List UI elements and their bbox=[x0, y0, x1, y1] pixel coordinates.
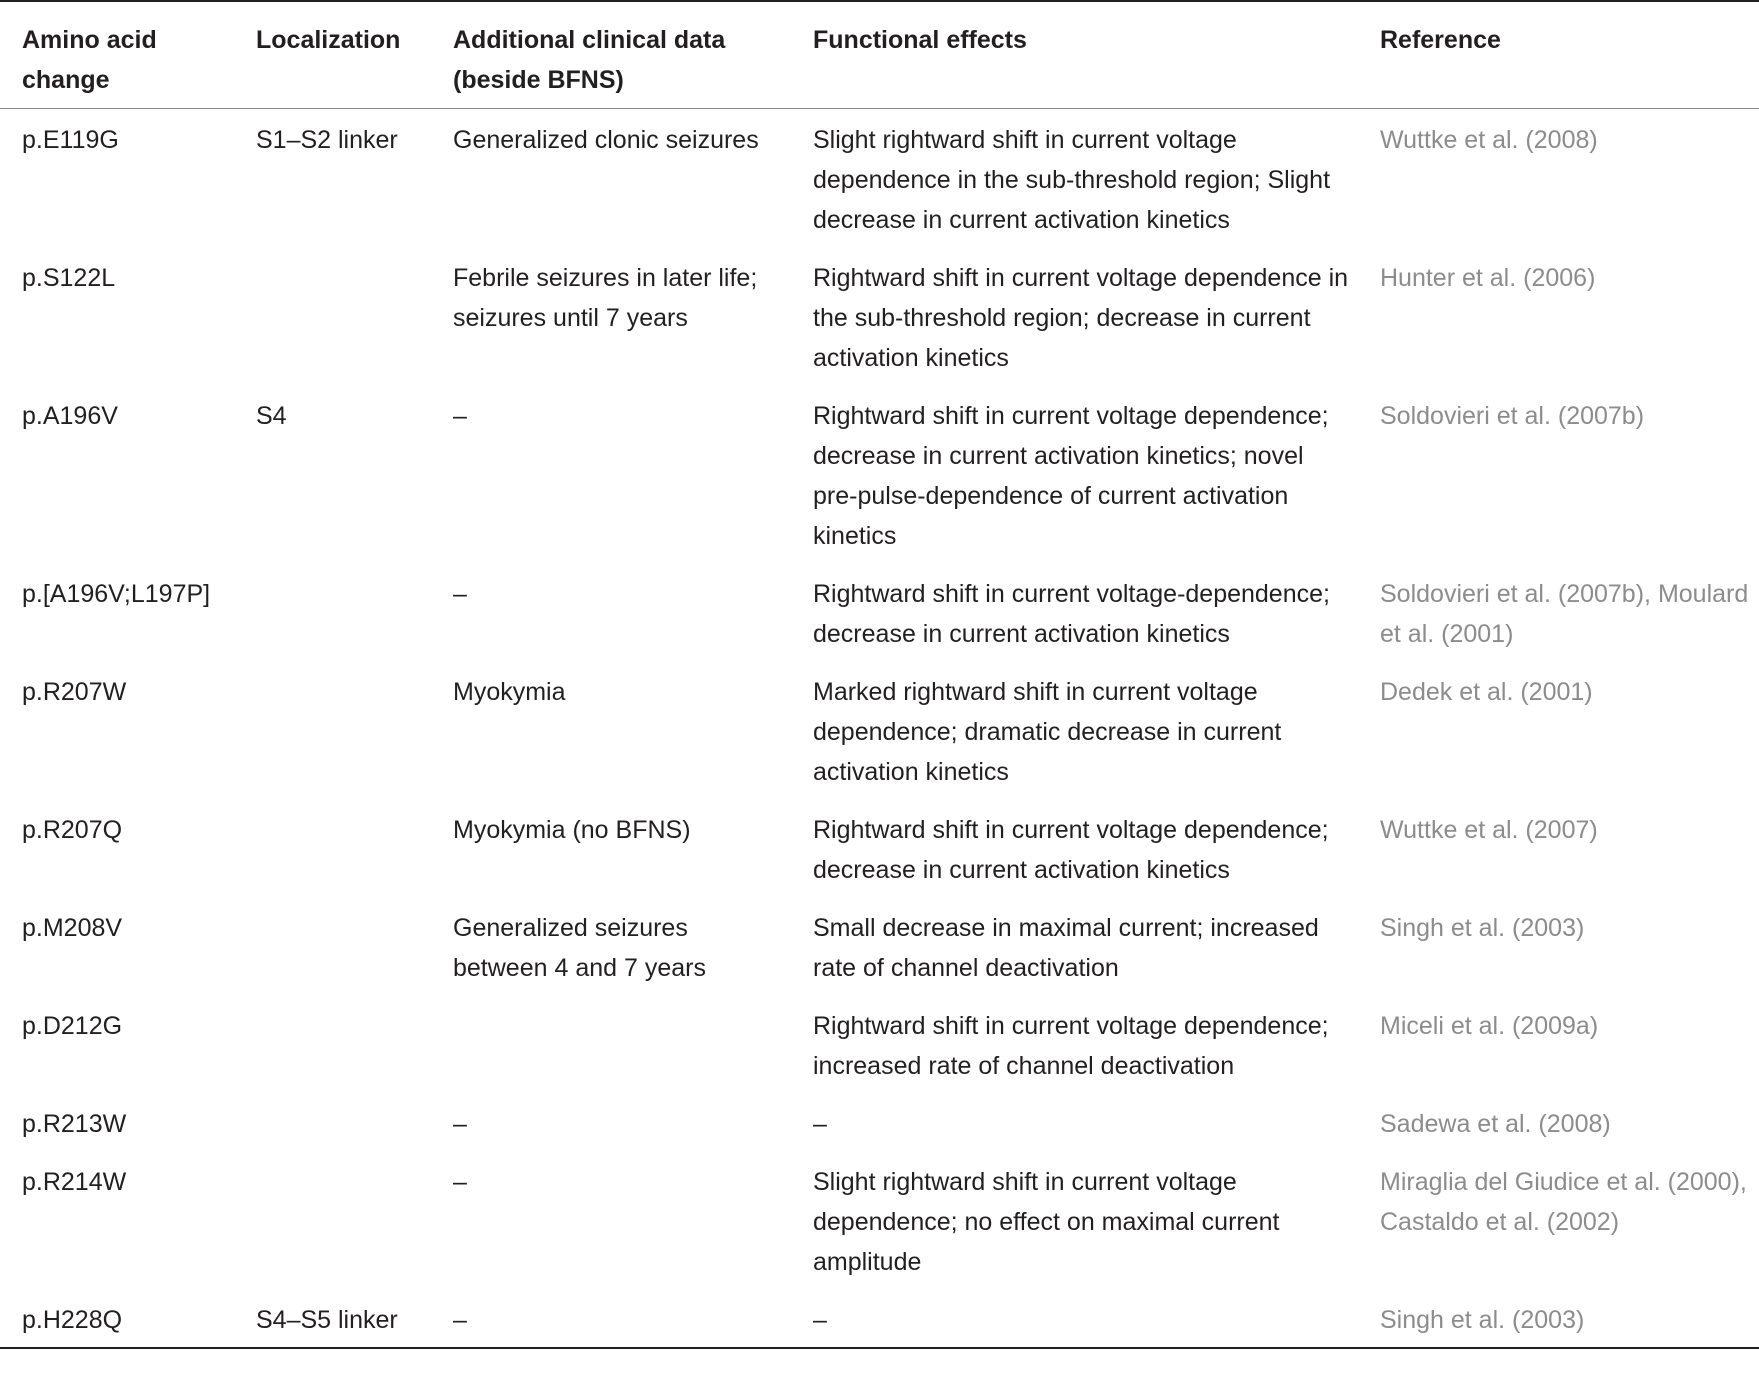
table-body bbox=[0, 109, 1759, 1348]
reference-link[interactable]: Moulard et al. (2001) bbox=[1380, 580, 1749, 648]
cell-amino-acid-change: p.R214W bbox=[22, 1168, 127, 1196]
cell-reference bbox=[1358, 997, 1759, 1095]
cell-localization bbox=[234, 801, 431, 899]
cell-amino-acid-change: p.D212G bbox=[22, 1012, 123, 1040]
cell-clinical-data: Febrile seizures in later life; seizures until 7 years bbox=[453, 264, 758, 332]
header-localization: Localization bbox=[234, 2, 431, 109]
cell-amino-acid-change: p.R213W bbox=[22, 1110, 127, 1138]
cell-amino-acid-change: p.[A196V;L197P] bbox=[22, 580, 211, 608]
cell-clinical-data: – bbox=[453, 402, 467, 430]
cell-clinical-data: Generalized seizures between 4 and 7 years bbox=[453, 914, 706, 982]
reference-link[interactable]: Castaldo et al. (2002) bbox=[1380, 1208, 1620, 1236]
reference-link[interactable]: Singh et al. (2003) bbox=[1380, 1306, 1585, 1334]
cell-reference bbox=[1358, 109, 1759, 250]
cell-functional-effects: – bbox=[813, 1110, 827, 1138]
cell-reference bbox=[1358, 1153, 1759, 1291]
reference-link[interactable]: Sadewa et al. (2008) bbox=[1380, 1110, 1611, 1138]
cell-functional-effects: Rightward shift in current voltage dependence; increased rate of channel deactivation bbox=[813, 1012, 1329, 1080]
table-row bbox=[0, 1095, 1759, 1153]
cell-reference bbox=[1358, 249, 1759, 387]
cell-reference bbox=[1358, 1291, 1759, 1347]
table-row bbox=[0, 1153, 1759, 1291]
cell-functional-effects: – bbox=[813, 1306, 827, 1334]
cell-amino-acid-change: p.R207W bbox=[22, 678, 127, 706]
cell-amino-acid-change: p.M208V bbox=[22, 914, 123, 942]
header-clinical-data: Additional clinical data (beside BFNS) bbox=[431, 2, 791, 109]
cell-amino-acid-change: p.S122L bbox=[22, 264, 116, 292]
table-row bbox=[0, 1291, 1759, 1347]
header-row bbox=[0, 2, 1759, 109]
table-row bbox=[0, 663, 1759, 801]
cell-reference bbox=[1358, 801, 1759, 899]
reference-link[interactable]: Dedek et al. (2001) bbox=[1380, 678, 1593, 706]
cell-reference bbox=[1358, 1095, 1759, 1153]
cell-functional-effects: Rightward shift in current voltage-dependence; decrease in current activation kinetics bbox=[813, 580, 1330, 648]
cell-localization bbox=[234, 1153, 431, 1291]
cell-functional-effects: Slight rightward shift in current voltage dependence; no effect on maximal current amplitude bbox=[813, 1168, 1280, 1276]
reference-link[interactable]: Wuttke et al. (2007) bbox=[1380, 816, 1598, 844]
cell-functional-effects: Rightward shift in current voltage dependence in the sub-threshold region; decrease in current activation kinetics bbox=[813, 264, 1349, 372]
cell-functional-effects: Small decrease in maximal current; increased rate of channel deactivation bbox=[813, 914, 1319, 982]
cell-functional-effects: Rightward shift in current voltage dependence; decrease in current activation kinetics bbox=[813, 816, 1329, 884]
header-reference: Reference bbox=[1358, 2, 1759, 109]
cell-amino-acid-change: p.R207Q bbox=[22, 816, 123, 844]
reference-link[interactable]: Singh et al. (2003) bbox=[1380, 914, 1585, 942]
cell-amino-acid-change: p.E119G bbox=[22, 126, 119, 154]
table-header bbox=[0, 2, 1759, 109]
cell-amino-acid-change: p.H228Q bbox=[22, 1306, 123, 1334]
reference-link[interactable]: Soldovieri et al. (2007b), bbox=[1380, 580, 1651, 608]
cell-reference bbox=[1358, 565, 1759, 663]
cell-clinical-data: Myokymia bbox=[453, 678, 566, 706]
cell-localization bbox=[234, 997, 431, 1095]
reference-link[interactable]: Miraglia del Giudice et al. (2000), bbox=[1380, 1168, 1747, 1196]
header-amino-acid-change: Amino acid change bbox=[0, 2, 234, 109]
cell-clinical-data bbox=[431, 997, 791, 1095]
cell-functional-effects: Slight rightward shift in current voltage dependence in the sub-threshold region; Slight decrease in current activation kinetics bbox=[813, 126, 1331, 234]
cell-localization: S4 bbox=[256, 402, 287, 430]
cell-localization bbox=[234, 249, 431, 387]
table-row bbox=[0, 997, 1759, 1095]
cell-localization: S4–S5 linker bbox=[256, 1306, 398, 1334]
cell-reference bbox=[1358, 899, 1759, 997]
reference-link[interactable]: Wuttke et al. (2008) bbox=[1380, 126, 1598, 154]
cell-functional-effects: Marked rightward shift in current voltage dependence; dramatic decrease in current activation kinetics bbox=[813, 678, 1282, 786]
cell-clinical-data: Myokymia (no BFNS) bbox=[453, 816, 691, 844]
cell-localization bbox=[234, 565, 431, 663]
cell-clinical-data: – bbox=[453, 1110, 467, 1138]
cell-clinical-data: – bbox=[453, 580, 467, 608]
reference-link[interactable]: Soldovieri et al. (2007b) bbox=[1380, 402, 1645, 430]
table-row bbox=[0, 249, 1759, 387]
reference-link[interactable]: Hunter et al. (2006) bbox=[1380, 264, 1596, 292]
header-functional-effects: Functional effects bbox=[791, 2, 1358, 109]
cell-reference bbox=[1358, 387, 1759, 565]
table-row bbox=[0, 801, 1759, 899]
cell-clinical-data: Generalized clonic seizures bbox=[453, 126, 759, 154]
table-row bbox=[0, 387, 1759, 565]
cell-localization bbox=[234, 899, 431, 997]
cell-amino-acid-change: p.A196V bbox=[22, 402, 118, 430]
cell-localization: S1–S2 linker bbox=[256, 126, 398, 154]
table-row bbox=[0, 109, 1759, 250]
table-row bbox=[0, 565, 1759, 663]
cell-localization bbox=[234, 1095, 431, 1153]
table-row bbox=[0, 899, 1759, 997]
cell-functional-effects: Rightward shift in current voltage dependence; decrease in current activation kinetics; novel pre-pulse-dependence of current activation kinetics bbox=[813, 402, 1329, 550]
cell-clinical-data: – bbox=[453, 1168, 467, 1196]
cell-localization bbox=[234, 663, 431, 801]
mutations-table bbox=[0, 2, 1759, 1347]
cell-reference bbox=[1358, 663, 1759, 801]
cell-clinical-data: – bbox=[453, 1306, 467, 1334]
reference-link[interactable]: Miceli et al. (2009a) bbox=[1380, 1012, 1599, 1040]
